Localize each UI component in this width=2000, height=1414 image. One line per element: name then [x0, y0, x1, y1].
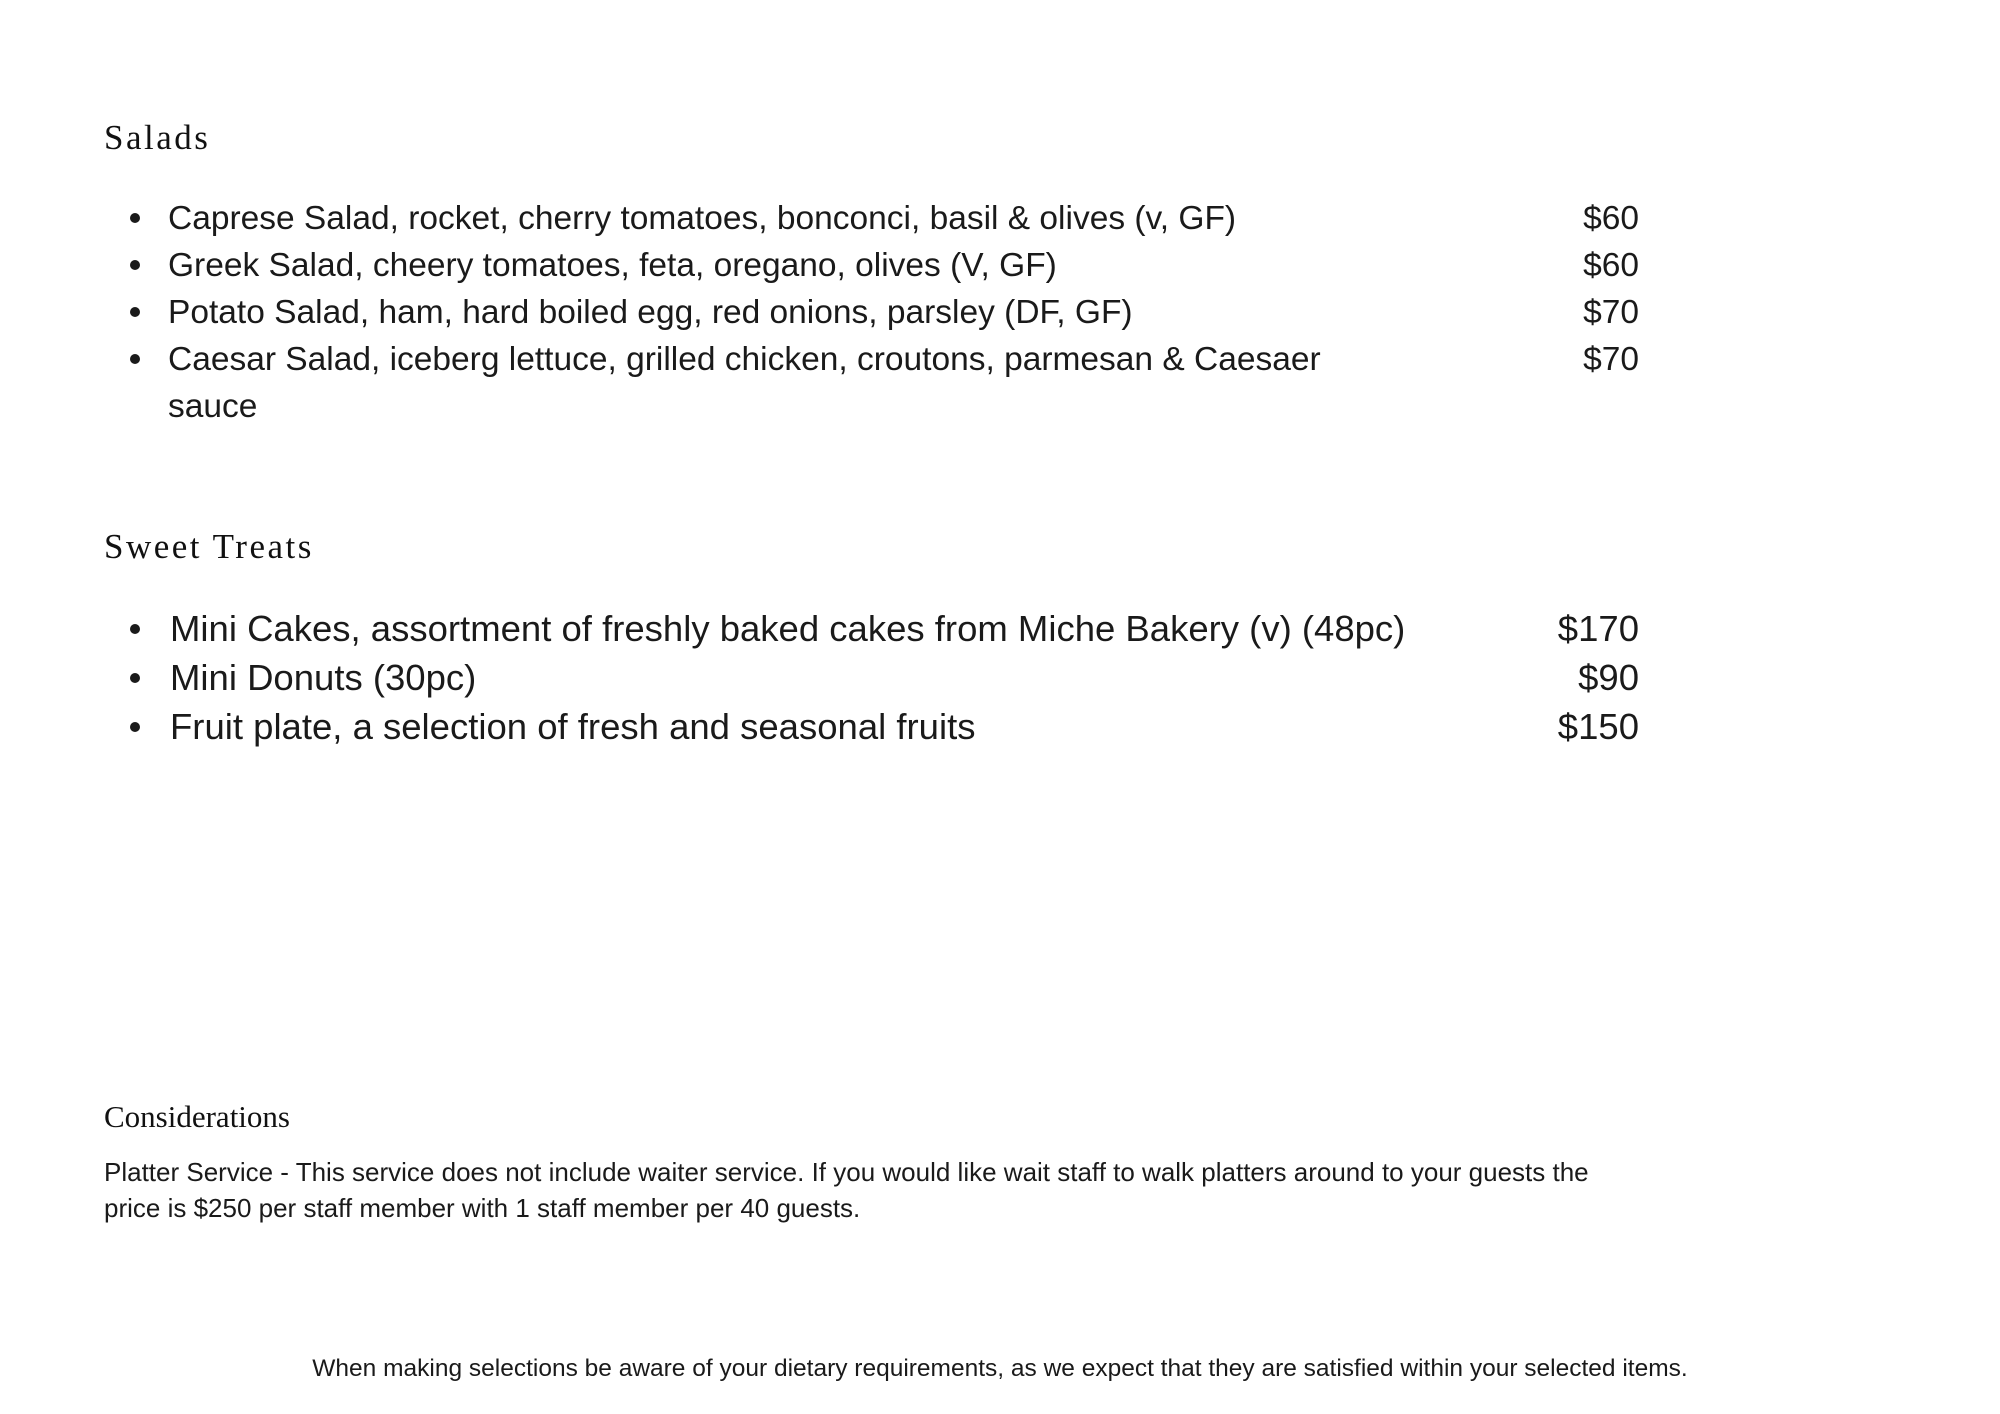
bullet-icon [130, 722, 140, 732]
item-price: $70 [1583, 294, 1639, 331]
item-price: $60 [1583, 247, 1639, 284]
item-name: Caesar Salad, iceberg lettuce, grilled chicken, croutons, parmesan & Caesaer sauce [168, 341, 1321, 425]
sweet-treats-heading: Sweet Treats [104, 527, 314, 566]
item-price: $90 [1578, 657, 1639, 698]
dietary-note: When making selections be aware of your dietary requirements, as we expect that they are satisfied within your selected items. [312, 1355, 1688, 1382]
item-price: $70 [1583, 341, 1639, 378]
bullet-icon [130, 673, 140, 683]
list-item [124, 336, 1639, 430]
item-name: Mini Donuts (30pc) [170, 657, 477, 698]
sweet-treats-list [124, 604, 1639, 751]
bullet-icon [130, 354, 140, 364]
bullet-icon [130, 213, 140, 223]
considerations-text: Platter Service - This service does not include waiter service. If you would like wait staff to walk platters around to your guests the price is $250 per staff member with 1 staff member per 40 guests. [104, 1157, 1589, 1223]
item-price: $170 [1557, 608, 1639, 649]
list-item [124, 195, 1639, 242]
bullet-icon [130, 307, 140, 317]
item-price: $150 [1557, 706, 1639, 747]
salads-list [124, 195, 1639, 430]
list-item [124, 604, 1639, 653]
salads-heading: Salads [104, 118, 211, 157]
item-name: Caprese Salad, rocket, cherry tomatoes, bonconci, basil & olives (v, GF) [168, 200, 1237, 237]
item-name: Greek Salad, cheery tomatoes, feta, oregano, olives (V, GF) [168, 247, 1057, 284]
list-item [124, 289, 1639, 336]
bullet-icon [130, 260, 140, 270]
item-name: Potato Salad, ham, hard boiled egg, red onions, parsley (DF, GF) [168, 294, 1133, 331]
item-name: Mini Cakes, assortment of freshly baked cakes from Miche Bakery (v) (48pc) [170, 608, 1406, 649]
item-price: $60 [1583, 200, 1639, 237]
list-item [124, 702, 1639, 751]
bullet-icon [130, 624, 140, 634]
list-item [124, 242, 1639, 289]
item-name: Fruit plate, a selection of fresh and seasonal fruits [170, 706, 976, 747]
list-item [124, 653, 1639, 702]
considerations-heading: Considerations [104, 1099, 290, 1134]
